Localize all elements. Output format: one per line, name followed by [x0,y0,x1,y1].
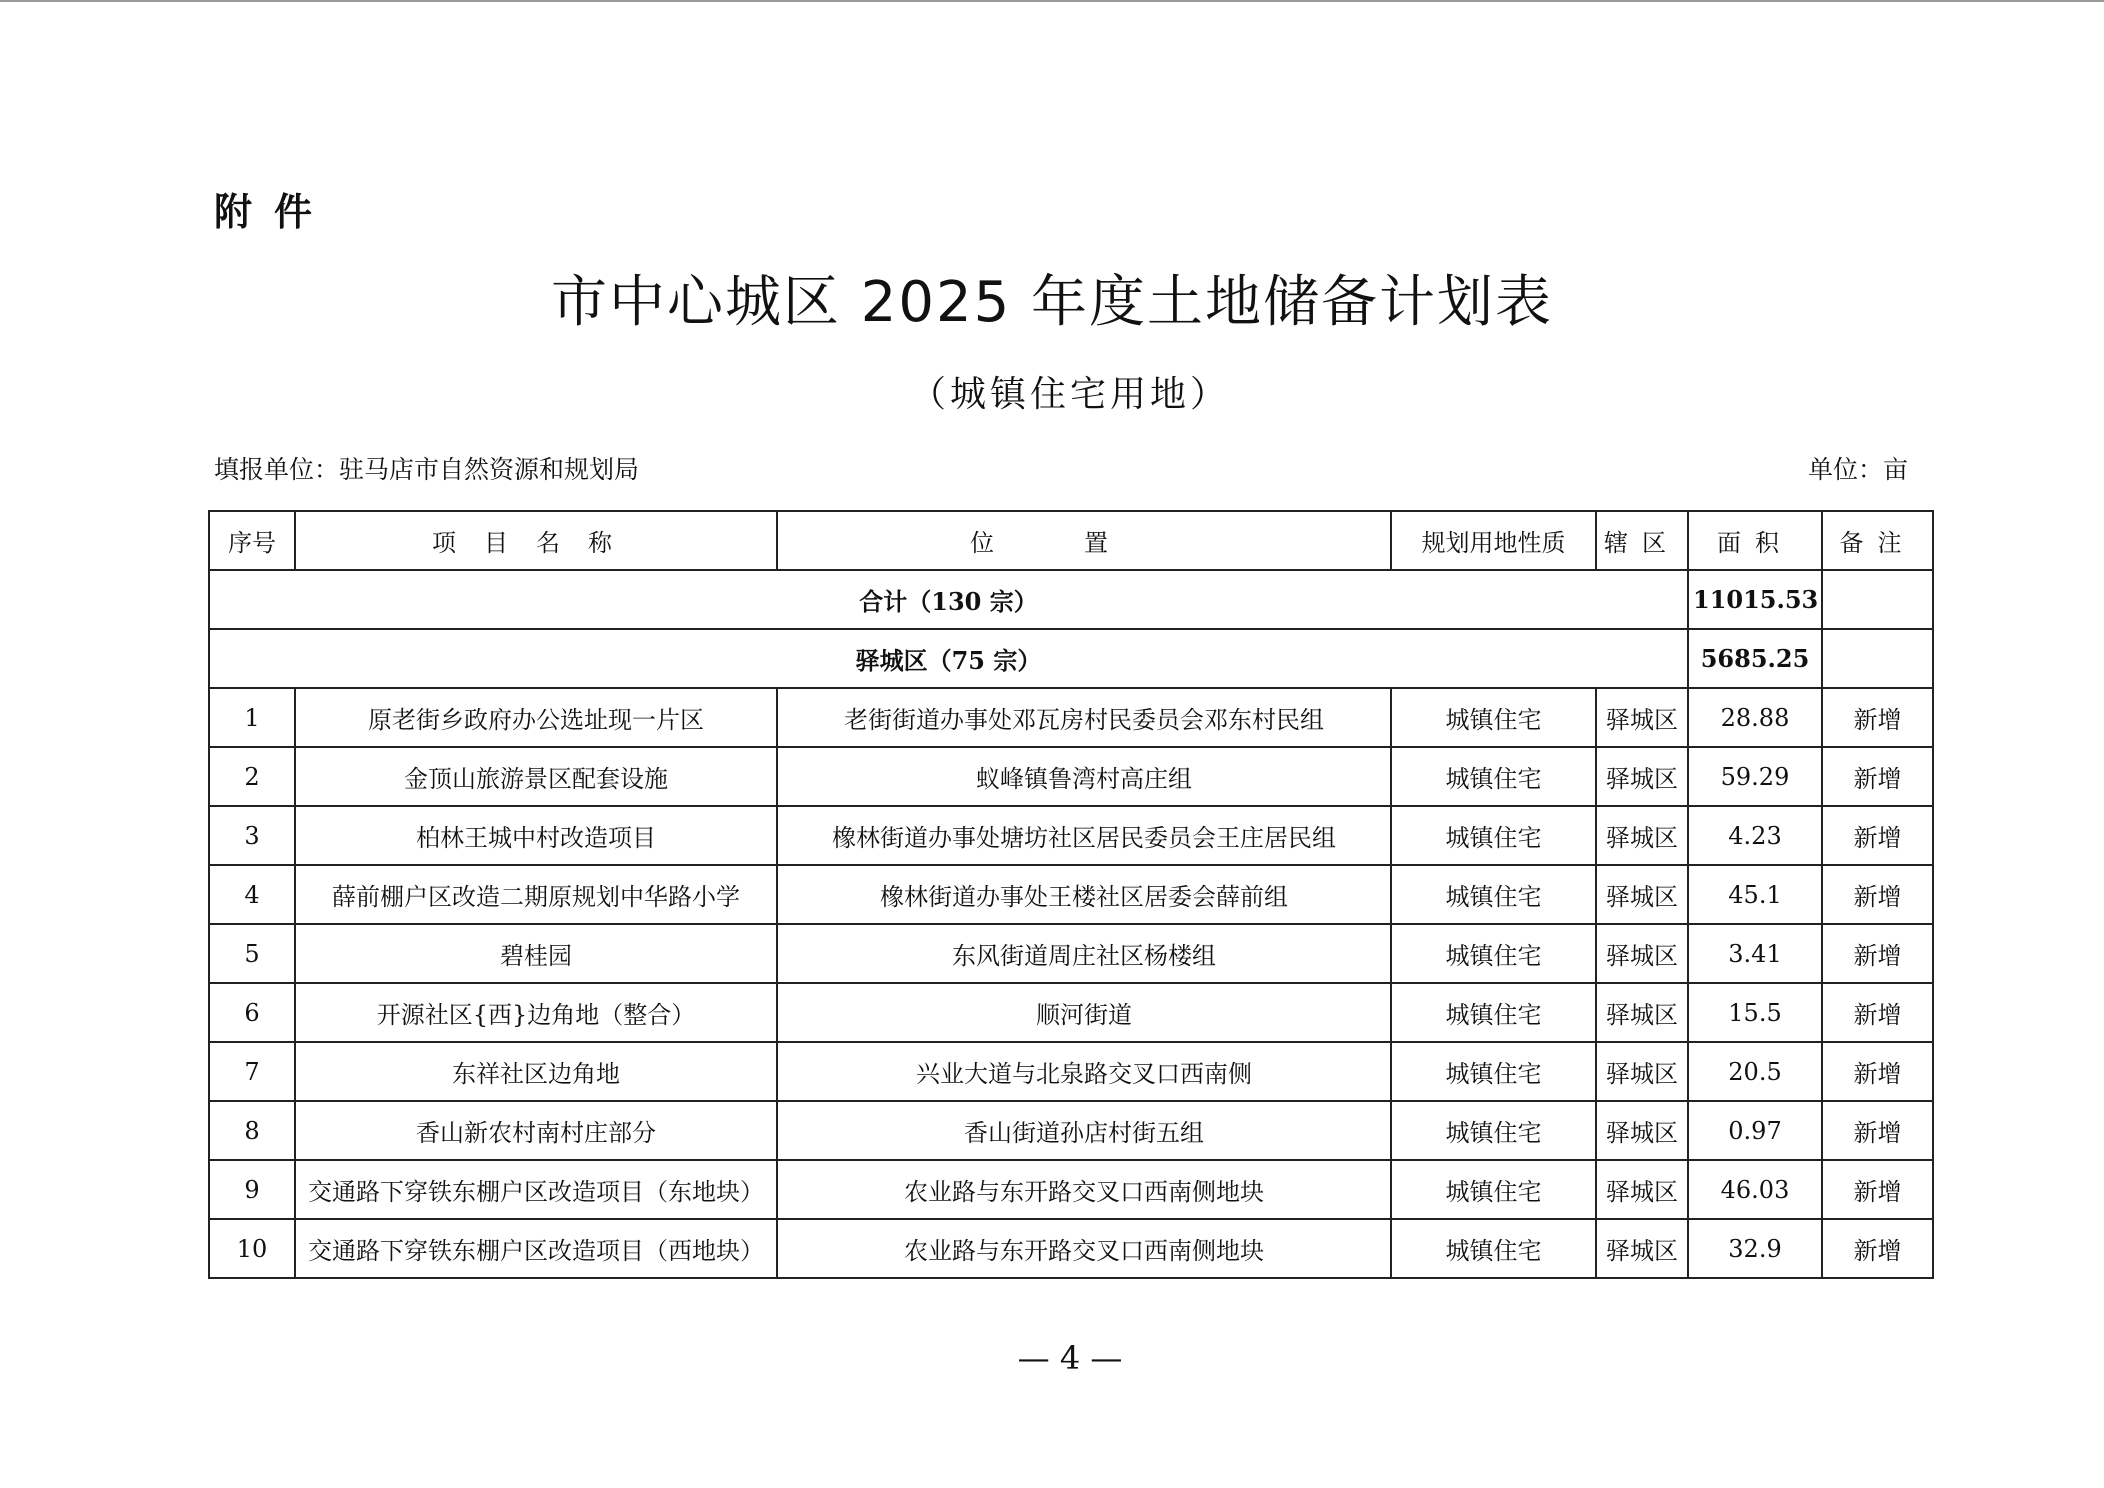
cell-project-name: 碧桂园 [295,924,777,983]
column-header-index: 序号 [209,511,295,570]
cell-location: 橡林街道办事处王楼社区居委会薛前组 [777,865,1391,924]
cell-land-use: 城镇住宅 [1391,688,1596,747]
cell-land-use: 城镇住宅 [1391,983,1596,1042]
cell-district: 驿城区 [1596,865,1688,924]
cell-remark: 新增 [1822,865,1933,924]
table-row [209,806,1933,865]
cell-land-use: 城镇住宅 [1391,747,1596,806]
cell-location: 兴业大道与北泉路交叉口西南侧 [777,1042,1391,1101]
cell-project-name: 原老街乡政府办公选址现一片区 [295,688,777,747]
cell-remark: 新增 [1822,1160,1933,1219]
cell-index: 1 [209,688,295,747]
cell-project-name: 开源社区{西}边角地（整合） [295,983,777,1042]
cell-land-use: 城镇住宅 [1391,1101,1596,1160]
reporting-unit: 填报单位：驻马店市自然资源和规划局 [214,455,640,484]
table-row [209,1219,1933,1278]
cell-remark: 新增 [1822,806,1933,865]
cell-district: 驿城区 [1596,747,1688,806]
cell-index: 8 [209,1101,295,1160]
cell-land-use: 城镇住宅 [1391,924,1596,983]
page-number: — 4 — [1017,1339,1123,1377]
cell-area: 0.97 [1688,1101,1822,1160]
cell-district: 驿城区 [1596,1042,1688,1101]
table-row [209,1101,1933,1160]
cell-project-name: 东祥社区边角地 [295,1042,777,1101]
cell-land-use: 城镇住宅 [1391,1219,1596,1278]
cell-area: 59.29 [1688,747,1822,806]
cell-project-name: 交通路下穿铁东棚户区改造项目（东地块） [295,1160,777,1219]
cell-remark: 新增 [1822,747,1933,806]
cell-location: 蚁峰镇鲁湾村高庄组 [777,747,1391,806]
cell-location: 橡林街道办事处塘坊社区居民委员会王庄居民组 [777,806,1391,865]
cell-area: 28.88 [1688,688,1822,747]
cell-remark: 新增 [1822,1042,1933,1101]
total-label: 合计（130 宗） [209,570,1688,629]
document-title: 市中心城区 2025 年度土地储备计划表 [550,270,1554,335]
cell-district: 驿城区 [1596,983,1688,1042]
cell-land-use: 城镇住宅 [1391,1042,1596,1101]
cell-index: 10 [209,1219,295,1278]
cell-index: 7 [209,1042,295,1101]
table-row [209,924,1933,983]
cell-area: 15.5 [1688,983,1822,1042]
top-border-line [0,0,2104,2]
column-header-project: 项目名称 [295,511,777,570]
cell-area: 46.03 [1688,1160,1822,1219]
total-row [209,570,1933,629]
cell-district: 驿城区 [1596,806,1688,865]
cell-district: 驿城区 [1596,1219,1688,1278]
cell-location: 香山街道孙店村街五组 [777,1101,1391,1160]
cell-location: 顺河街道 [777,983,1391,1042]
document-subtitle: （城镇住宅用地） [909,374,1230,415]
cell-area: 4.23 [1688,806,1822,865]
total-area: 11015.53 [1688,570,1822,629]
cell-remark: 新增 [1822,688,1933,747]
column-header-location: 位置 [777,511,1391,570]
cell-land-use: 城镇住宅 [1391,806,1596,865]
cell-project-name: 香山新农村南村庄部分 [295,1101,777,1160]
cell-project-name: 金顶山旅游景区配套设施 [295,747,777,806]
table-row [209,1042,1933,1101]
total-remark [1822,570,1933,629]
cell-area: 32.9 [1688,1219,1822,1278]
cell-remark: 新增 [1822,1219,1933,1278]
cell-area: 20.5 [1688,1042,1822,1101]
cell-location: 农业路与东开路交叉口西南侧地块 [777,1160,1391,1219]
table-header-row [209,511,1933,570]
subtotal-area: 5685.25 [1688,629,1822,688]
cell-location: 老街街道办事处邓瓦房村民委员会邓东村民组 [777,688,1391,747]
cell-district: 驿城区 [1596,924,1688,983]
cell-index: 5 [209,924,295,983]
column-header-land-use: 规划用地性质 [1391,511,1596,570]
subtotal-label: 驿城区（75 宗） [209,629,1688,688]
column-header-remark: 备注 [1822,511,1933,570]
cell-index: 4 [209,865,295,924]
cell-index: 9 [209,1160,295,1219]
cell-project-name: 柏林王城中村改造项目 [295,806,777,865]
table-row [209,983,1933,1042]
cell-area: 45.1 [1688,865,1822,924]
column-header-area: 面积 [1688,511,1822,570]
cell-index: 3 [209,806,295,865]
cell-index: 6 [209,983,295,1042]
cell-index: 2 [209,747,295,806]
column-header-district: 辖区 [1596,511,1688,570]
subtotal-row [209,629,1933,688]
table-row [209,1160,1933,1219]
cell-remark: 新增 [1822,924,1933,983]
cell-land-use: 城镇住宅 [1391,865,1596,924]
cell-land-use: 城镇住宅 [1391,1160,1596,1219]
cell-project-name: 薛前棚户区改造二期原规划中华路小学 [295,865,777,924]
table-row [209,747,1933,806]
table-row [209,865,1933,924]
cell-remark: 新增 [1822,1101,1933,1160]
cell-remark: 新增 [1822,983,1933,1042]
table-row [209,688,1933,747]
attachment-label: 附件 [214,190,335,234]
measurement-unit: 单位：亩 [1807,455,1908,484]
land-reserve-table [208,510,1934,1279]
cell-area: 3.41 [1688,924,1822,983]
cell-location: 东风街道周庄社区杨楼组 [777,924,1391,983]
cell-district: 驿城区 [1596,688,1688,747]
subtotal-remark [1822,629,1933,688]
cell-district: 驿城区 [1596,1101,1688,1160]
cell-location: 农业路与东开路交叉口西南侧地块 [777,1219,1391,1278]
cell-project-name: 交通路下穿铁东棚户区改造项目（西地块） [295,1219,777,1278]
cell-district: 驿城区 [1596,1160,1688,1219]
